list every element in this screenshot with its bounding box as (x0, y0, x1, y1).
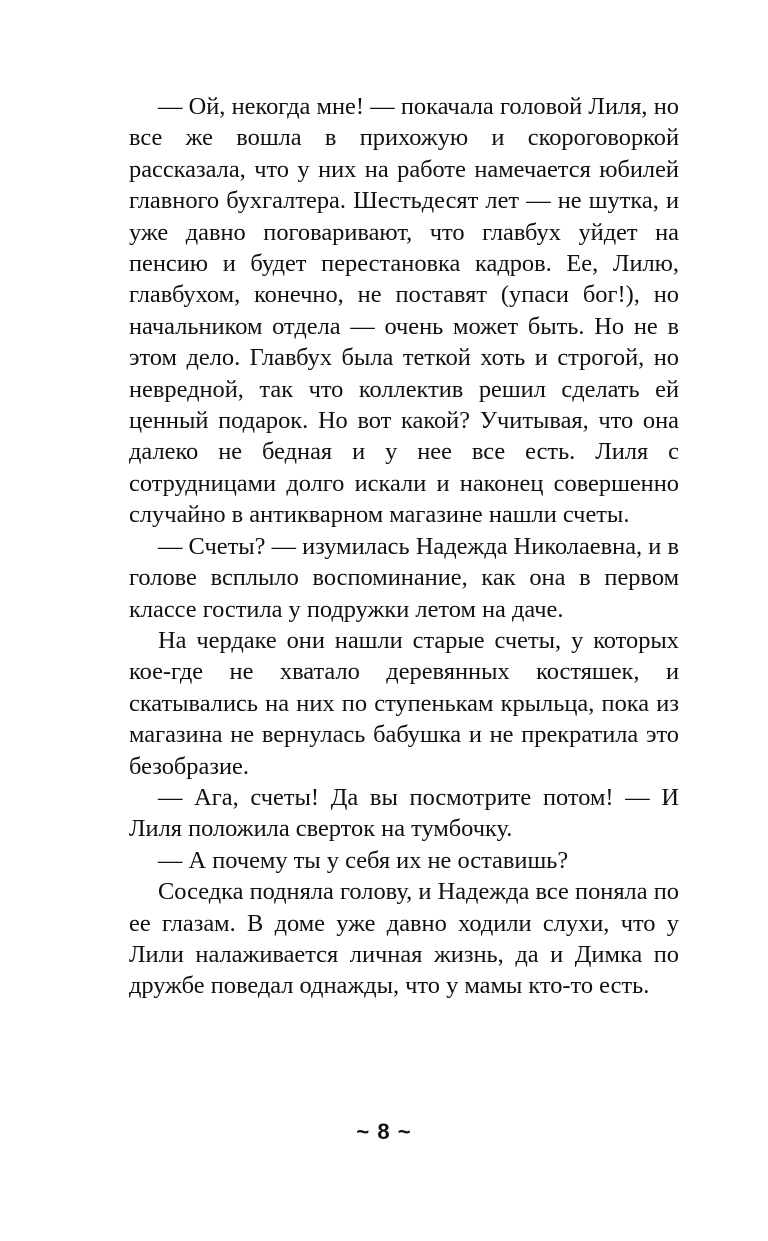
paragraph-6: Соседка подняла голову, и Надежда все поняла по ее глазам. В доме уже давно ходили слухи, что у Лили налаживается личная жизнь, да и Димка по дружбе поведал однажды, что у мамы кто-то есть. (129, 878, 679, 1000)
page-text-body (129, 91, 679, 1002)
paragraph-3: На чердаке они нашли старые счеты, у которых кое-где не хватало деревянных костяшек, и скатывались на них по ступенькам крыльца, пока из магазина не вернулась бабушка и не прекратила это безобразие. (129, 626, 679, 780)
paragraph-4: — Ага, счеты! Да вы посмотрите потом! — И Лиля положила сверток на тумбочку. (129, 783, 679, 843)
paragraph-2: — Счеты? — изумилась Надежда Николаевна, и в голове всплыло воспоминание, как она в первом классе гостила у подружки летом на даче. (129, 532, 679, 623)
page-number: ~ 8 ~ (356, 1119, 412, 1144)
paragraph-1: — Ой, некогда мне! — покачала головой Лиля, но все же вошла в прихожую и скороговоркой рассказала, что у них на работе намечается юбилей главного бухгалтера. Шестьдесят лет — не шутка, и уже давно поговаривают, что главбух уйдет на пенсию и будет перестановка кадров. Ее, Лилю, главбухом, конечно, не поставят (упаси бог!), но начальником отдела — очень может быть. Но не в этом дело. Главбух была теткой хоть и строгой, но невредной, так что коллектив решил сделать ей ценный подарок. Но вот какой? Учитывая, что она далеко не бедная и у нее все есть. Лиля с сотрудницами долго искали и наконец совершенно случайно в антикварном магазине нашли счеты. (129, 93, 679, 529)
paragraph-5: — А почему ты у себя их не оставишь? (158, 846, 569, 874)
